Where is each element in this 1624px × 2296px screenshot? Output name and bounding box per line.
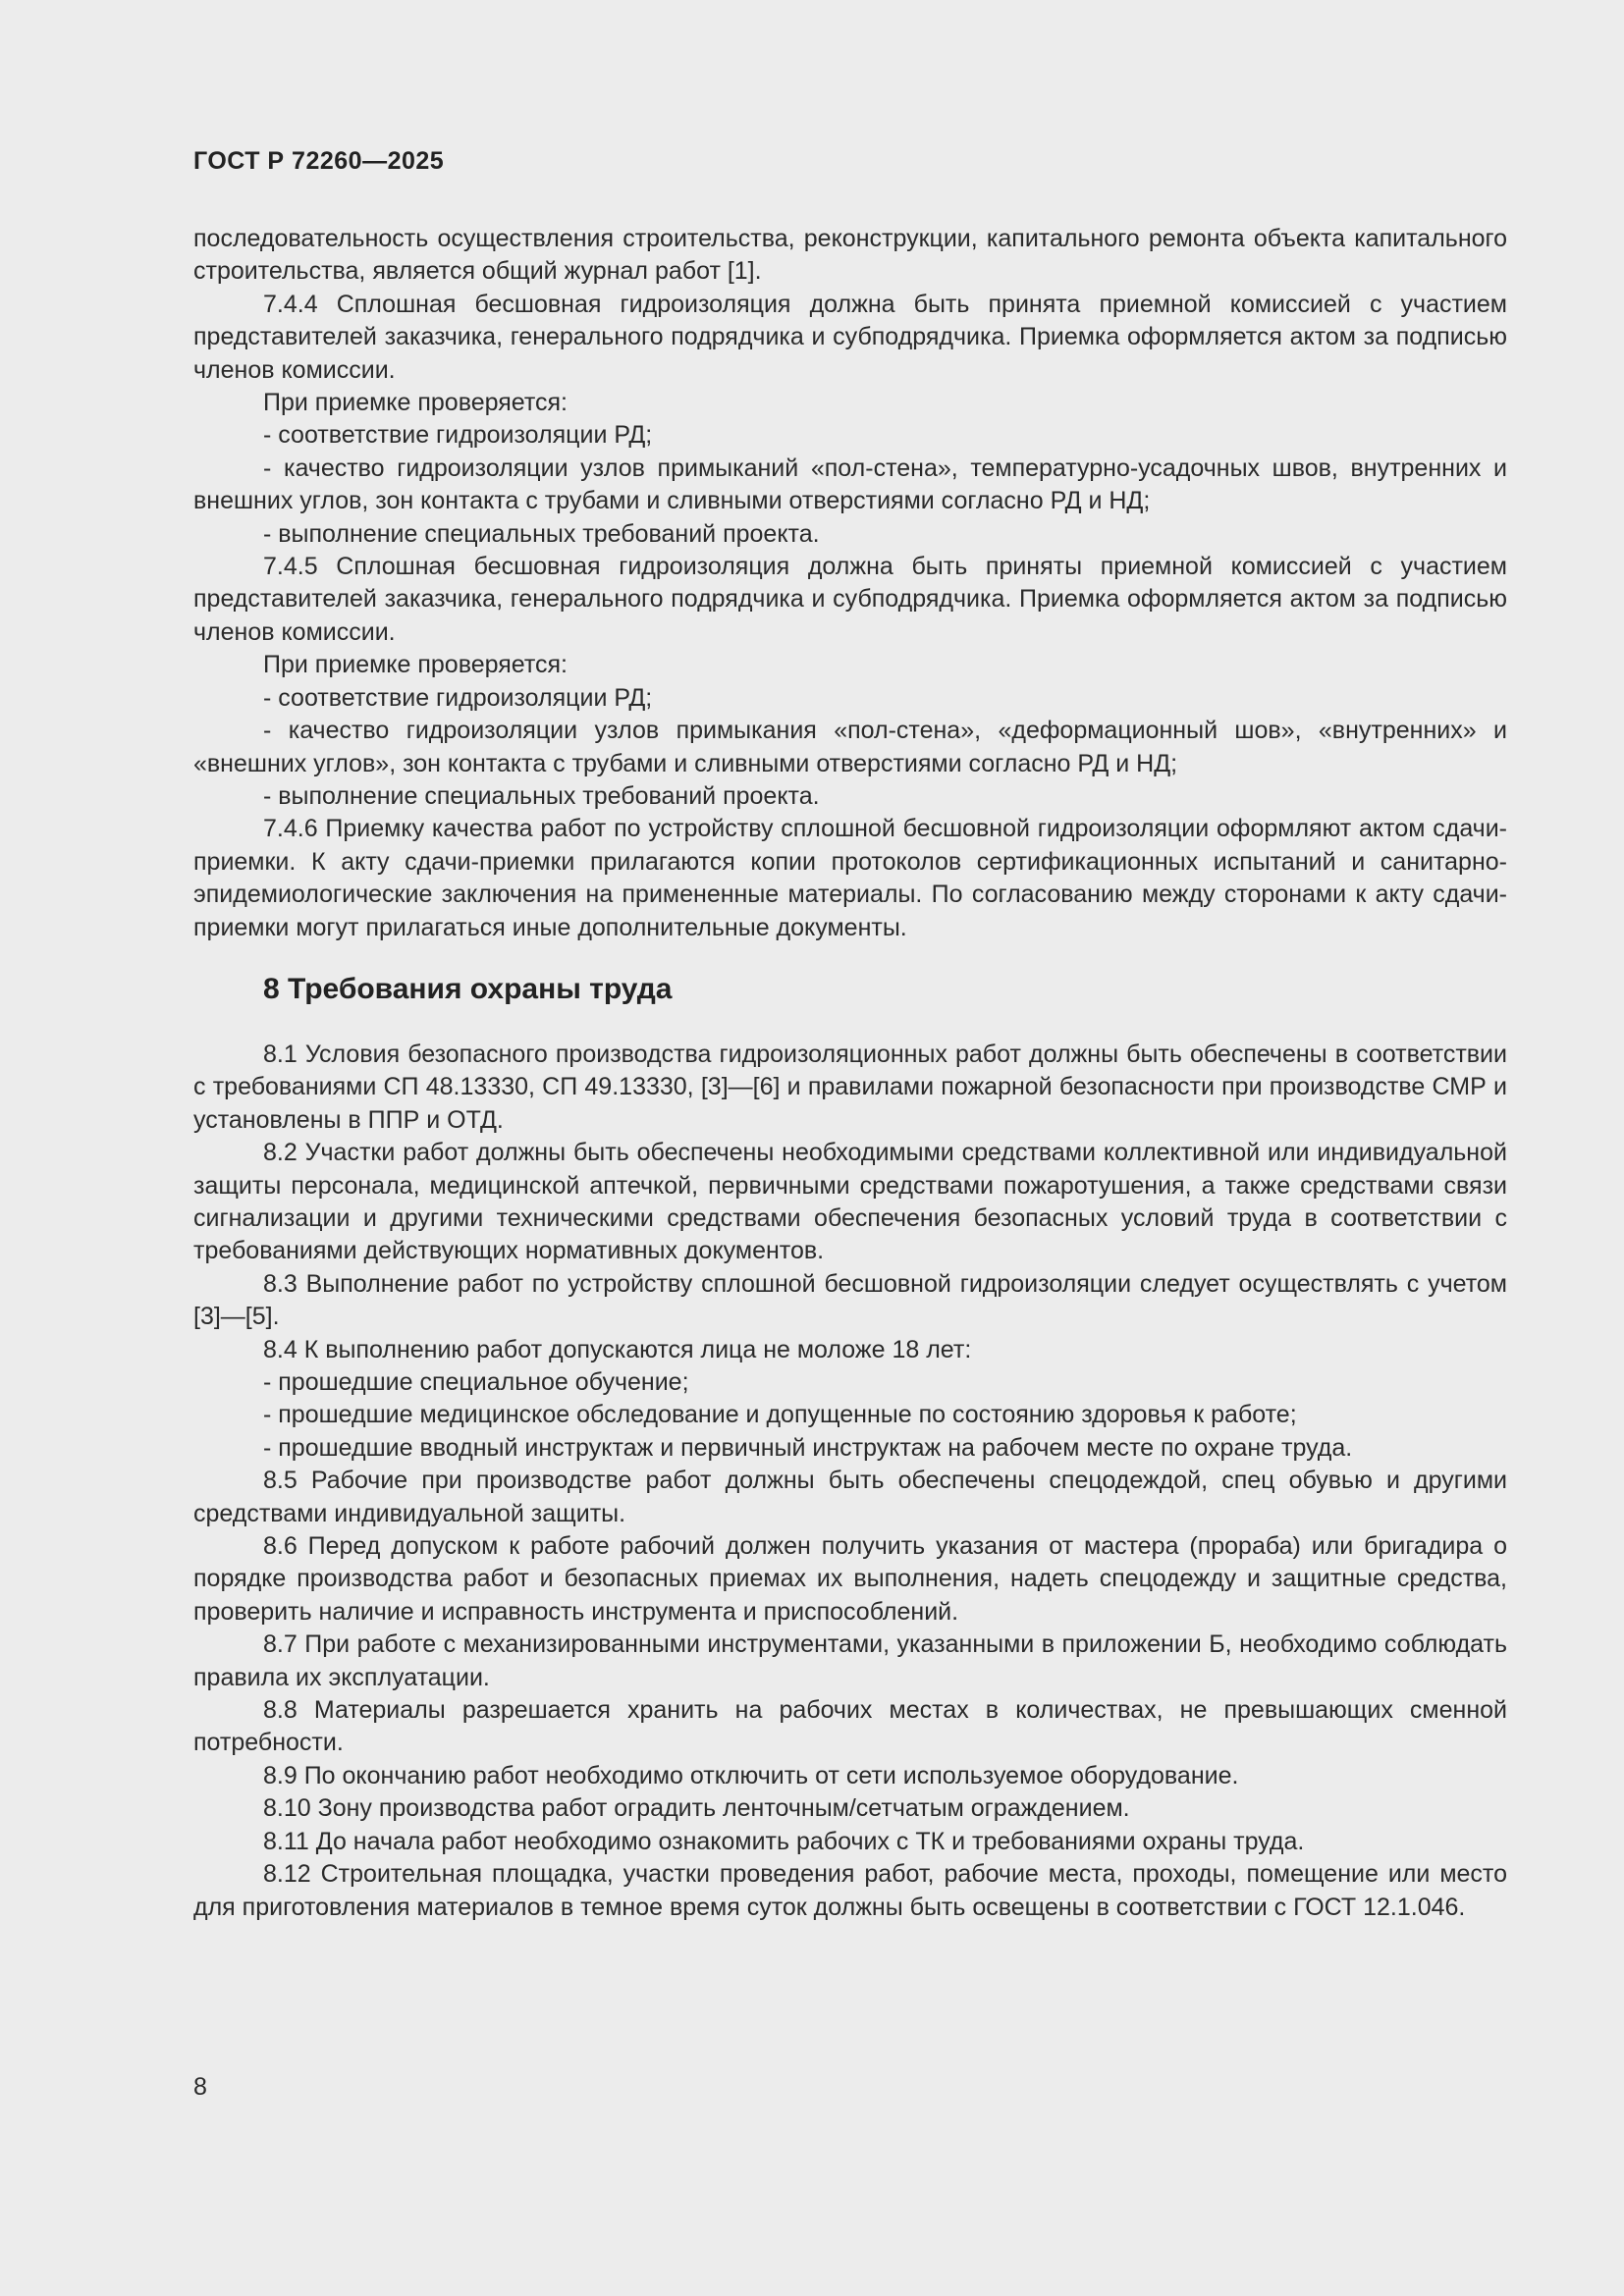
paragraph: 8.12 Строительная площадка, участки проведения работ, рабочие места, проходы, помещение или место для приготовления материалов в темное время суток должны быть освещены в соответствии с ГОСТ 12.1.046. bbox=[193, 1860, 1507, 1921]
paragraph: 8.1 Условия безопасного производства гидроизоляционных работ должны быть обеспечены в соответствии с требованиями СП 48.13330, СП 49.13330, [3]—[6] и правилами пожарной безопасности при производстве СМР и установлены в ППР и ОТД. bbox=[193, 1040, 1507, 1134]
list-item: - выполнение специальных требований проекта. bbox=[263, 519, 820, 548]
paragraph: 8.5 Рабочие при производстве работ должны быть обеспечены спецодеждой, спец обувью и другими средствами индивидуальной защиты. bbox=[193, 1467, 1507, 1527]
paragraph: 8.9 По окончанию работ необходимо отключить от сети используемое оборудование. bbox=[263, 1761, 1239, 1789]
paragraph: 8.11 До начала работ необходимо ознакомить рабочих с ТК и требованиями охраны труда. bbox=[263, 1827, 1305, 1855]
paragraph: 8.3 Выполнение работ по устройству сплошной бесшовной гидроизоляции следует осуществлять с учетом [3]—[5]. bbox=[193, 1269, 1507, 1331]
paragraph: 8.8 Материалы разрешается хранить на рабочих местах в количествах, не превышающих сменной потребности. bbox=[193, 1696, 1507, 1757]
body-text-top bbox=[193, 223, 1507, 944]
paragraph: - качество гидроизоляции узлов примыкания «пол-стена», «деформационный шов», «внутренних» и «внешних углов», зон контакта с трубами и сливными отверстиями согласно РД и НД; bbox=[193, 717, 1507, 777]
paragraph: 8.10 Зону производства работ оградить ленточным/сетчатым ограждением. bbox=[263, 1794, 1130, 1823]
paragraph: 7.4.5 Сплошная бесшовная гидроизоляция должна быть приняты приемной комиссией с участием представителей заказчика, генерального подрядчика и субподрядчика. Приемка оформляется актом за подписью членов комиссии. bbox=[193, 553, 1507, 646]
paragraph: 7.4.4 Сплошная бесшовная гидроизоляция должна быть принята приемной комиссией с участием представителей заказчика, генерального подрядчика и субподрядчика. Приемка оформляется актом за подписью членов комиссии. bbox=[193, 290, 1507, 384]
section-heading: 8 Требования охраны труда bbox=[263, 972, 673, 1005]
paragraph: При приемке проверяется: bbox=[263, 651, 568, 679]
paragraph: 8.2 Участки работ должны быть обеспечены необходимыми средствами коллективной или индивидуальной защиты персонала, медицинской аптечкой, первичными средствами пожаротушения, а также средствами связи сигнализации и другими техническими средствами обеспечения безопасных условий труда в соответствии с требованиями действующих нормативных документов. bbox=[193, 1139, 1507, 1265]
list-item: - прошедшие медицинское обследование и допущенные по состоянию здоровья к работе; bbox=[263, 1401, 1297, 1429]
document-body bbox=[193, 223, 1507, 1924]
list-item: - выполнение специальных требований проекта. bbox=[263, 781, 820, 810]
page-number: 8 bbox=[193, 2073, 207, 2101]
paragraph: последовательность осуществления строительства, реконструкции, капитального ремонта объекта капитального строительства, является общий журнал работ [1]. bbox=[193, 225, 1507, 286]
list-item: - соответствие гидроизоляции РД; bbox=[263, 421, 653, 450]
paragraph: 8.6 Перед допуском к работе рабочий должен получить указания от мастера (прораба) или бригадира о порядке производства работ и безопасных приемах их выполнения, надеть спецодежду и защитные средства, проверить наличие и исправность инструмента и приспособлений. bbox=[193, 1532, 1507, 1626]
list-item: - соответствие гидроизоляции РД; bbox=[263, 683, 653, 712]
paragraph: При приемке проверяется: bbox=[263, 389, 568, 417]
list-item: - прошедшие специальное обучение; bbox=[263, 1368, 689, 1396]
body-text-bottom bbox=[193, 1039, 1507, 1924]
document-code-header: ГОСТ Р 72260—2025 bbox=[193, 147, 445, 175]
list-item: - прошедшие вводный инструктаж и первичный инструктаж на рабочем месте по охране труда. bbox=[263, 1433, 1353, 1462]
paragraph: 8.4 К выполнению работ допускаются лица не моложе 18 лет: bbox=[263, 1335, 972, 1363]
paragraph: - качество гидроизоляции узлов примыканий «пол-стена», температурно-усадочных швов, внутренних и внешних углов, зон контакта с трубами и сливными отверстиями согласно РД и НД; bbox=[193, 454, 1507, 515]
paragraph: 8.7 При работе с механизированными инструментами, указанными в приложении Б, необходимо соблюдать правила их эксплуатации. bbox=[193, 1630, 1507, 1691]
paragraph: 7.4.6 Приемку качества работ по устройству сплошной бесшовной гидроизоляции оформляют актом сдачи-приемки. К акту сдачи-приемки прилагаются копии протоколов сертификационных испытаний и санитарно-эпидемиологические заключения на примененные материалы. По согласованию между сторонами к акту сдачи-приемки могут прилагаться иные дополнительные документы. bbox=[193, 815, 1507, 941]
